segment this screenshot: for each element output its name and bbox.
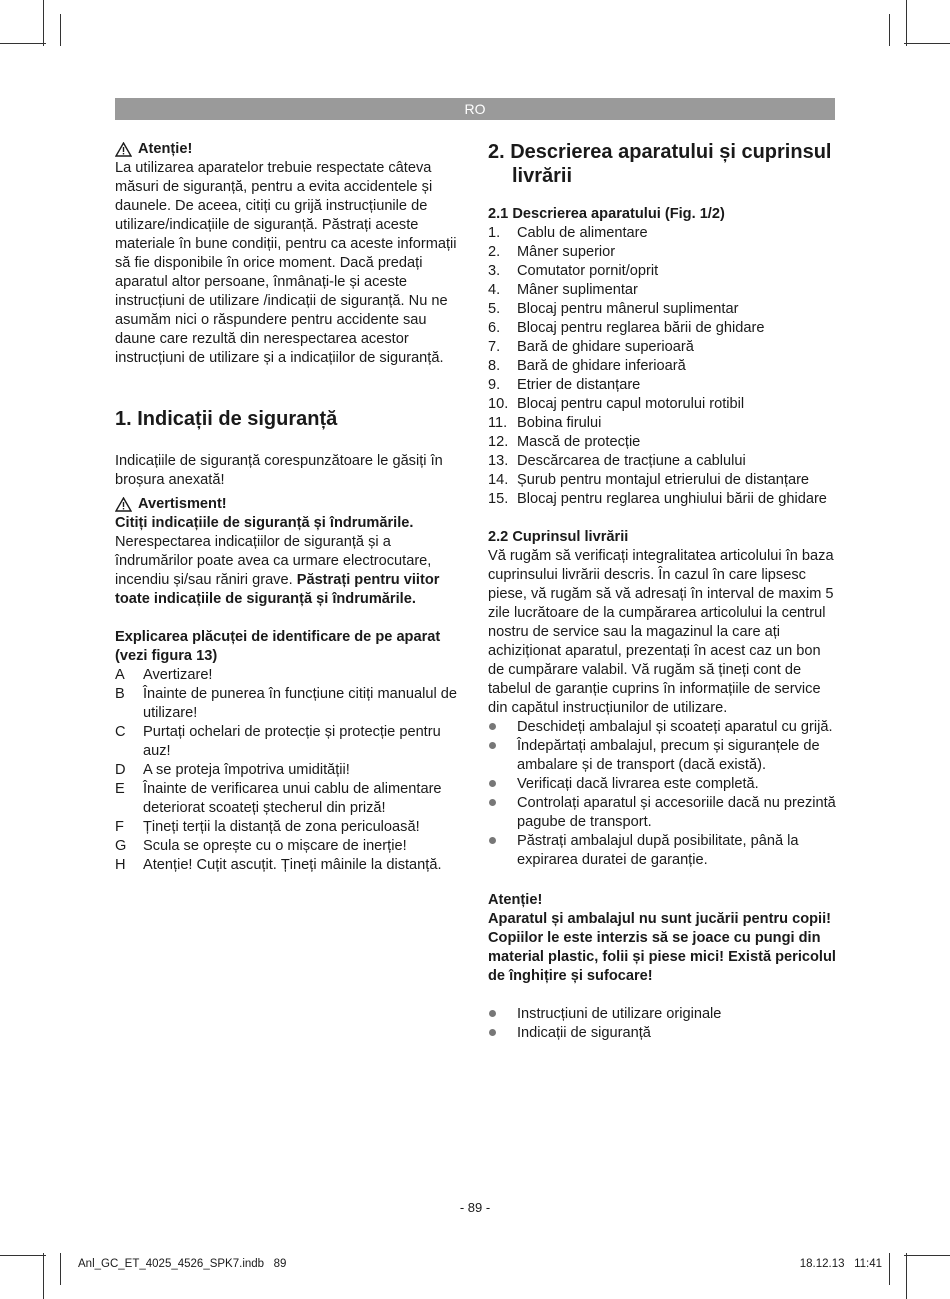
crop-mark (60, 14, 61, 46)
list-item: 1. Cablu de alimentare (488, 225, 648, 241)
list-item: Instrucțiuni de utilizare originale (488, 1005, 836, 1024)
attention2-title: Atenție! (488, 892, 543, 908)
sub22-text: Vă rugăm să verificați integralitatea articolului în baza cuprinsului livrării descris. În cazul în care lipsesc piese, vă rugăm să vă adresați în interval de maxim 5 zile lucrătoare de la cumpărarea articolului la centrul nostru de service sau la magazinul la care ați achiziționat aparatul, prezentați în acest caz un bon de cumpărare valabil. Vă rugăm să țineți cont de tabelul de garanție cuprins în informațiile de service din capătul instrucțiunilor de utilizare. (488, 548, 834, 716)
crop-mark (43, 0, 44, 46)
crop-mark (43, 1253, 44, 1299)
list-item: 10. Blocaj pentru capul motorului rotibil (488, 396, 745, 412)
attention-text: La utilizarea aparatelor trebuie respectate câteva măsuri de siguranță, pentru a evita accidentele și daunele. De aceea, citiți cu grijă instrucțiunile de utilizare/indicațiile de siguranță. Păstrați aceste materiale în bune condiții, pentru ca aceste informații să fie disponibile în orice moment. Dacă predați aparatul altor persoane, înmânați-le și aceste instrucțiuni de utilizare /indicații de siguranță. Nu ne asumăm nici o răspundere pentru accidente sau daune care rezultă din nerespectarea acestor instrucțiuni de utilizare și a indicațiilor de siguranță. (115, 160, 457, 366)
list-item: Indicații de siguranță (488, 1024, 836, 1043)
list-item: F Țineți terții la distanță de zona periculoasă! (115, 819, 420, 835)
crop-mark (0, 1255, 46, 1256)
attention2-text: Aparatul și ambalajul nu sunt jucării pentru copii! Copiilor le este interzis să se joace cu pungi din material plastic, folii și piese mici! Există pericolul de înghițire și sufocare! (488, 911, 836, 984)
docs-list (488, 1005, 836, 1043)
warning-paragraph (115, 514, 465, 609)
bullet-icon (488, 718, 517, 737)
list-item: 3. Comutator pornit/oprit (488, 263, 659, 279)
list-item: Păstrați ambalajul după posibilitate, până la expirarea duratei de garanție. (488, 832, 836, 870)
list-item: 4. Mâner suplimentar (488, 282, 638, 298)
crop-mark (906, 1253, 907, 1299)
sub21-title: 2.1 Descrierea aparatului (Fig. 1/2) (488, 206, 725, 222)
warning-text: Nerespectarea indicațiilor de siguranță și a îndrumărilor poate avea ca urmare electrocutare, incendiu și/sau răniri grave. (115, 534, 432, 588)
list-item: 2. Mâner superior (488, 244, 616, 260)
list-item: 13. Descărcarea de tracțiune a cablului (488, 453, 746, 469)
page-number: - 89 - (459, 1200, 491, 1215)
warning-heading (115, 495, 465, 514)
parts-list (488, 224, 836, 509)
sub22-title: 2.2 Cuprinsul livrării (488, 529, 629, 545)
footer-date-time: 18.12.13 11:41 (799, 1258, 882, 1270)
list-item: B Înainte de punerea în funcțiune citiți manualul de utilizare! (115, 686, 457, 721)
section1-intro: Indicațiile de siguranță corespunzătoare le găsiți în broșura anexată! (115, 453, 443, 488)
warning-bold-2: Păstrați pentru viitor toate indicațiile de siguranță și îndrumările. (115, 572, 440, 607)
section1-title: 1. Indicații de siguranță (115, 408, 338, 430)
warning-triangle-icon (115, 142, 132, 157)
bullet-icon (488, 775, 517, 794)
checklist (488, 718, 836, 870)
list-item: 14. Șurub pentru montajul etrierului de distanțare (488, 472, 810, 488)
warning-title: Avertisment! (138, 496, 227, 512)
crop-mark (889, 14, 890, 46)
bullet-icon (488, 794, 517, 832)
crop-mark (906, 0, 907, 46)
list-item: Deschideți ambalajul și scoateți aparatul cu grijă. (488, 718, 836, 737)
crop-mark (889, 1253, 890, 1285)
list-item: 6. Blocaj pentru reglarea bării de ghidare (488, 320, 765, 336)
list-item: C Purtați ochelari de protecție și protecție pentru auz! (115, 724, 441, 759)
plate-title: Explicarea plăcuței de identificare de pe aparat (vezi figura 13) (115, 629, 441, 664)
crop-mark (904, 1255, 950, 1256)
warning-triangle-icon (115, 497, 132, 512)
list-item: Controlați aparatul și accesoriile dacă nu prezintă pagube de transport. (488, 794, 836, 832)
list-item: A Avertizare! (115, 667, 213, 683)
crop-mark (904, 43, 950, 44)
right-column (488, 140, 836, 1043)
list-item: 12. Mască de protecție (488, 434, 641, 450)
footer-file-name: Anl_GC_ET_4025_4526_SPK7.indb 89 (78, 1258, 287, 1270)
list-item: E Înainte de verificarea unui cablu de alimentare deteriorat scoateți ștecherul din priză! (115, 781, 442, 816)
list-item: 8. Bară de ghidare inferioară (488, 358, 686, 374)
list-item: G Scula se oprește cu o mișcare de inerție! (115, 838, 407, 854)
list-item: 7. Bară de ghidare superioară (488, 339, 694, 355)
attention-heading (115, 140, 465, 159)
bullet-icon (488, 832, 517, 870)
section2-title: 2. Descrierea aparatului și cuprinsul livrării (488, 141, 832, 187)
list-item: D A se proteja împotriva umidității! (115, 762, 350, 778)
bullet-icon (488, 1024, 517, 1043)
language-bar: RO (115, 98, 835, 120)
crop-mark (0, 43, 46, 44)
list-item: Verificați dacă livrarea este completă. (488, 775, 836, 794)
bullet-icon (488, 737, 517, 775)
list-item: Îndepărtați ambalajul, precum și siguranțele de ambalare și de transport (dacă există). (488, 737, 836, 775)
attention-title: Atenție! (138, 141, 193, 157)
list-item: H Atenție! Cuțit ascuțit. Țineți mâinile la distanță. (115, 857, 442, 873)
list-item: 11. Bobina firului (488, 415, 602, 431)
warning-bold: Citiți indicațiile de siguranță și îndrumările. (115, 515, 414, 531)
left-column (115, 140, 465, 875)
plate-list (115, 666, 465, 875)
bullet-icon (488, 1005, 517, 1024)
list-item: 9. Etrier de distanțare (488, 377, 641, 393)
list-item: 15. Blocaj pentru reglarea unghiului bării de ghidare (488, 491, 827, 507)
crop-mark (60, 1253, 61, 1285)
list-item: 5. Blocaj pentru mânerul suplimentar (488, 301, 739, 317)
